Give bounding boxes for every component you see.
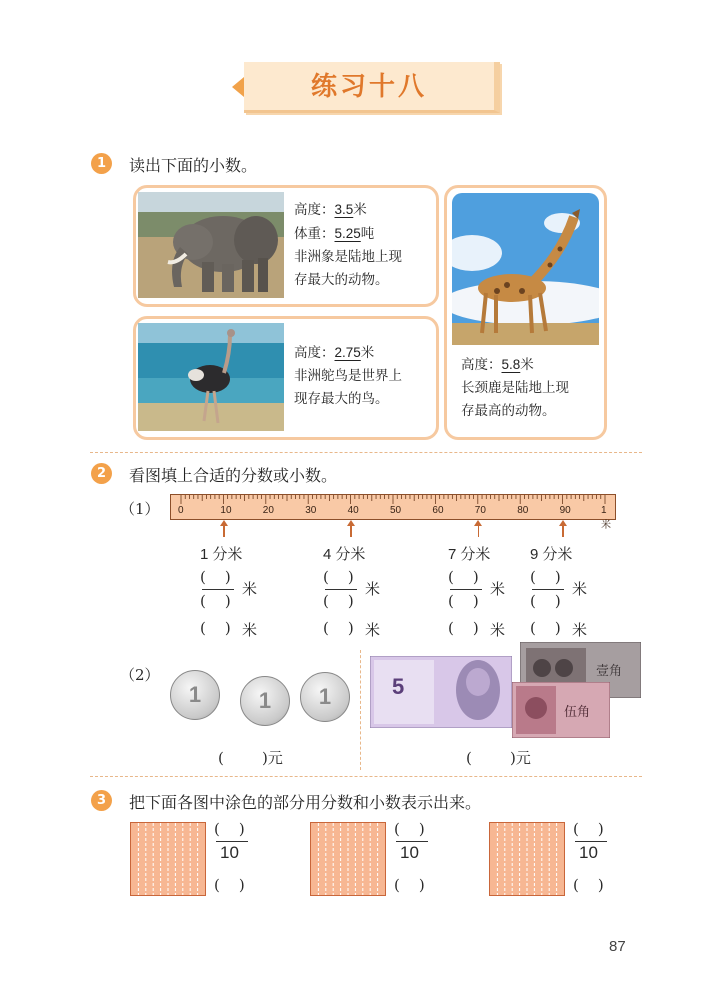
question-number-3: 3 (91, 790, 112, 811)
marker-arrow-stem (223, 525, 225, 537)
five-jiao-banknote (512, 682, 610, 738)
ruler-tick-label: 1 米 (601, 505, 611, 531)
giraffe-desc-line-1: 长颈鹿是陆地上现 (461, 380, 569, 396)
numerator-blank[interactable]: ( ) (573, 820, 604, 838)
title-arrow-decoration (232, 77, 244, 97)
part-2-label: （2） (120, 666, 160, 684)
numerator-blank[interactable]: ( ) (394, 820, 425, 838)
meter-ruler (170, 494, 616, 531)
shaded-grid (130, 822, 206, 896)
one-yuan-coin (240, 676, 290, 726)
decimeter-unit: 分米 (460, 545, 491, 563)
denominator-10: 10 (579, 843, 598, 862)
ruler-tick-label: 90 (559, 505, 571, 516)
decimeter-label (448, 543, 490, 564)
decimeter-label (323, 543, 365, 564)
page-title: 练习十八 (310, 72, 427, 102)
ruler-tick-label: 80 (517, 505, 529, 516)
shaded-grid (489, 822, 565, 896)
shaded-grid (310, 822, 386, 896)
ruler-tick-label: 10 (220, 505, 232, 516)
fraction-bar (216, 841, 248, 842)
giraffe-height-unit: 米 (520, 357, 534, 373)
decimal-blank[interactable]: ( ) (448, 619, 479, 637)
question-number-2: 2 (91, 463, 112, 484)
elephant-facts (294, 198, 432, 292)
elephant-desc-line-2: 存最大的动物。 (294, 272, 389, 288)
fraction-bar (532, 589, 564, 590)
elephant-photo (138, 192, 284, 298)
coins-yuan-blank: ( )元 (218, 749, 283, 767)
marker-arrow-stem (562, 525, 564, 537)
ruler-tick-label: 50 (390, 505, 402, 516)
banknote-wujiao-label: 伍角 (564, 705, 591, 720)
decimal-blank[interactable]: ( ) (530, 619, 561, 637)
decimeter-number: 1 (200, 546, 209, 563)
part-2-divider (360, 650, 361, 770)
fraction-numerator-blank[interactable]: ( ) (448, 568, 479, 586)
ruler-tick-label: 30 (305, 505, 317, 516)
question-2-prompt: 看图填上合适的分数或小数。 (129, 466, 338, 485)
fraction-denominator-blank[interactable]: ( ) (530, 592, 561, 610)
ostrich-desc-line-1: 非洲鸵鸟是世界上 (294, 368, 402, 384)
elephant-height-unit: 米 (353, 202, 367, 218)
part-1-label: （1） (120, 500, 160, 518)
giraffe-height-label: 高度： (461, 357, 502, 373)
fraction-numerator-blank[interactable]: ( ) (200, 568, 231, 586)
elephant-weight-unit: 吨 (360, 226, 375, 242)
decimeter-number: 7 (448, 546, 457, 563)
question-1-prompt: 读出下面的小数。 (129, 156, 258, 175)
giraffe-card (444, 185, 607, 440)
decimal-unit-meter: 米 (490, 621, 506, 639)
banknote-value-5: 5 (392, 674, 405, 699)
denominator-10: 10 (400, 843, 419, 862)
fraction-unit-meter: 米 (572, 580, 588, 598)
decimeter-label (530, 543, 572, 564)
fraction-unit-meter: 米 (242, 580, 258, 598)
ruler-tick-label: 70 (474, 505, 486, 516)
marker-arrow-stem (350, 525, 352, 537)
elephant-weight-value: 5.25 (334, 226, 361, 241)
decimeter-unit: 分米 (542, 545, 573, 563)
decimal-blank[interactable]: ( ) (573, 876, 604, 894)
question-number-1: 1 (91, 153, 112, 174)
decimal-unit-meter: 米 (365, 621, 381, 639)
fraction-denominator-blank[interactable]: ( ) (448, 592, 479, 610)
page-number: 87 (609, 938, 626, 955)
ostrich-height-unit: 米 (360, 345, 375, 361)
giraffe-desc-line-2: 存最高的动物。 (461, 403, 556, 419)
one-yuan-coin (170, 670, 220, 720)
elephant-weight-label: 体重： (294, 226, 335, 242)
coin-value: 1 (188, 682, 202, 707)
decimeter-unit: 分米 (212, 545, 243, 563)
decimal-unit-meter: 米 (572, 621, 588, 639)
fraction-bar (575, 841, 607, 842)
giraffe-facts (461, 353, 601, 423)
giraffe-photo (452, 193, 599, 345)
ostrich-card (133, 316, 439, 440)
banknotes-yuan-blank: ( )元 (466, 749, 531, 767)
ruler-tick-label: 40 (347, 505, 359, 516)
numerator-blank[interactable]: ( ) (214, 820, 245, 838)
elephant-height-value: 3.5 (334, 202, 354, 217)
fraction-bar (450, 589, 482, 590)
question-3-prompt: 把下面各图中涂色的部分用分数和小数表示出来。 (129, 793, 482, 812)
fraction-unit-meter: 米 (365, 580, 381, 598)
five-yuan-banknote (370, 656, 512, 728)
banknote-yijiao-label: 壹角 (596, 664, 623, 679)
decimeter-number: 9 (530, 546, 539, 563)
decimal-blank[interactable]: ( ) (323, 619, 354, 637)
elephant-height-label: 高度： (294, 202, 335, 218)
section-divider-2 (90, 776, 642, 777)
section-divider (90, 452, 642, 453)
marker-arrow-stem (478, 525, 480, 537)
ruler-tick-label: 0 (178, 505, 184, 516)
ostrich-desc-line-2: 现存最大的鸟。 (294, 391, 389, 407)
decimal-unit-meter: 米 (242, 621, 258, 639)
one-yuan-coin (300, 672, 350, 722)
fraction-numerator-blank[interactable]: ( ) (323, 568, 354, 586)
fraction-bar (396, 841, 428, 842)
ostrich-facts (294, 341, 432, 411)
ruler-tick-label: 60 (432, 505, 444, 516)
ostrich-height-label: 高度： (294, 345, 335, 361)
elephant-desc-line-1: 非洲象是陆地上现 (294, 249, 402, 265)
decimeter-label (200, 543, 242, 564)
coin-value: 1 (258, 688, 272, 713)
fraction-bar (202, 589, 234, 590)
ruler-tick-label: 20 (262, 505, 274, 516)
decimal-blank[interactable]: ( ) (394, 876, 425, 894)
fraction-numerator-blank[interactable]: ( ) (530, 568, 561, 586)
elephant-card (133, 185, 439, 307)
decimal-blank[interactable]: ( ) (214, 876, 245, 894)
fraction-denominator-blank[interactable]: ( ) (323, 592, 354, 610)
denominator-10: 10 (220, 843, 239, 862)
decimal-blank[interactable]: ( ) (200, 619, 231, 637)
fraction-bar (325, 589, 357, 590)
giraffe-height-value: 5.8 (501, 357, 521, 372)
ostrich-height-value: 2.75 (334, 345, 361, 360)
decimeter-number: 4 (323, 546, 332, 563)
fraction-unit-meter: 米 (490, 580, 506, 598)
ostrich-photo (138, 323, 284, 431)
fraction-denominator-blank[interactable]: ( ) (200, 592, 231, 610)
decimeter-unit: 分米 (335, 545, 366, 563)
coin-value: 1 (318, 684, 332, 709)
